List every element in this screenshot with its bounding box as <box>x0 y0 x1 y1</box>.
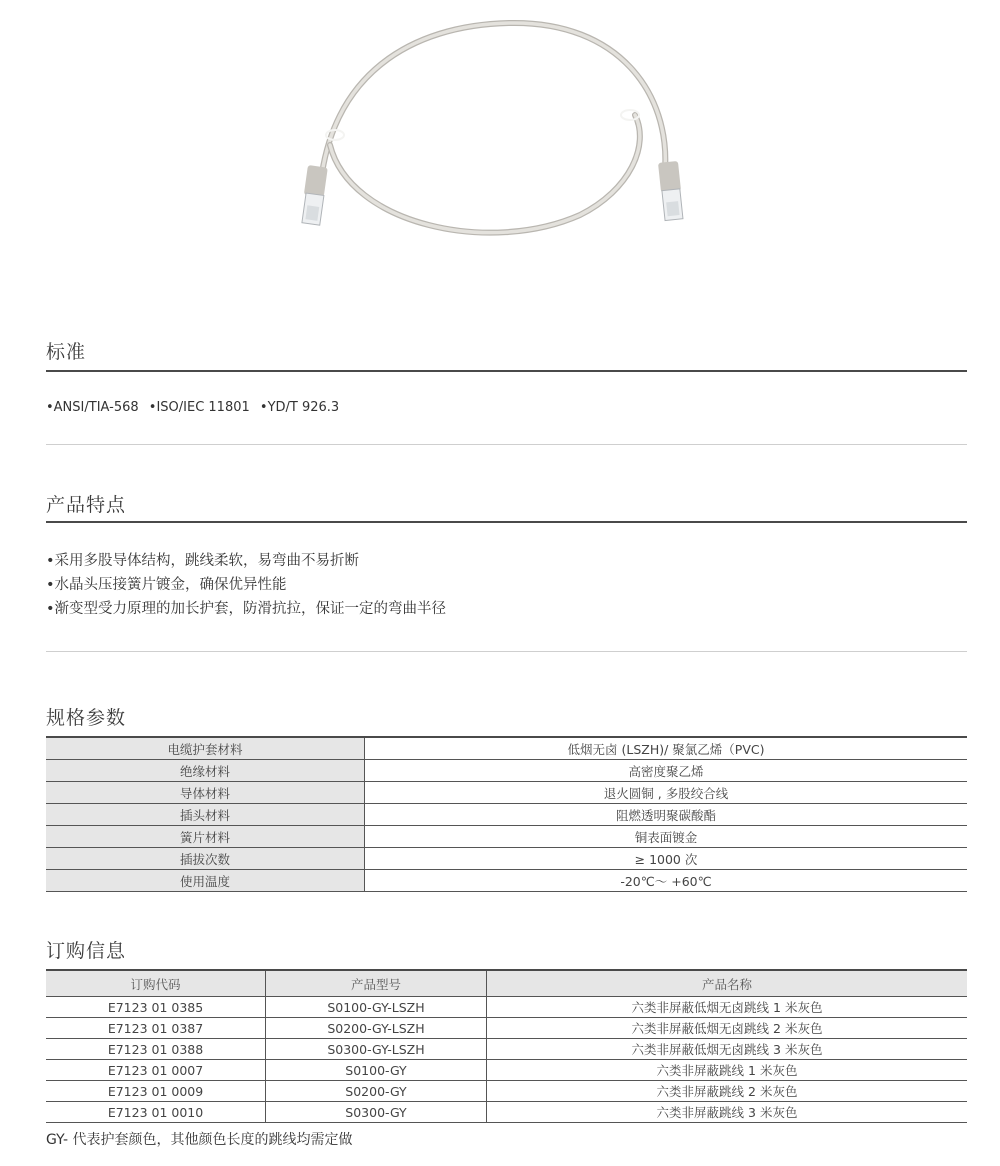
table-row <box>46 804 967 826</box>
order-code: E7123 01 0388 <box>46 1039 266 1060</box>
order-code: E7123 01 0387 <box>46 1018 266 1039</box>
features-divider <box>46 521 967 523</box>
column-header: 订购代码 <box>46 970 266 997</box>
table-header-row <box>46 970 967 997</box>
spec-key: 簧片材料 <box>46 826 365 848</box>
feature-item: •采用多股导体结构，跳线柔软，易弯曲不易折断 <box>46 553 360 569</box>
model-number: S0100-GY <box>266 1060 487 1081</box>
order-code: E7123 01 0385 <box>46 997 266 1018</box>
table-row <box>46 1102 967 1123</box>
table-row <box>46 1060 967 1081</box>
model-number: S0200-GY-LSZH <box>266 1018 487 1039</box>
spec-value: 高密度聚乙烯 <box>365 760 968 782</box>
spec-value: ≥ 1000 次 <box>365 848 968 870</box>
feature-item: •渐变型受力原理的加长护套，防滑抗拉，保证一定的弯曲半径 <box>46 601 447 617</box>
standard-item: •YD/T 926.3 <box>259 400 340 415</box>
order-code: E7123 01 0010 <box>46 1102 266 1123</box>
table-row <box>46 997 967 1018</box>
table-row <box>46 1018 967 1039</box>
spec-key: 电缆护套材料 <box>46 737 365 760</box>
column-header: 产品名称 <box>487 970 968 997</box>
order-code: E7123 01 0009 <box>46 1081 266 1102</box>
spec-key: 插拔次数 <box>46 848 365 870</box>
product-name: 六类非屏蔽低烟无卤跳线 1 米灰色 <box>487 997 968 1018</box>
spec-key: 导体材料 <box>46 782 365 804</box>
table-row <box>46 848 967 870</box>
specs-table <box>46 736 967 892</box>
specs-title: 规格参数 <box>46 707 127 729</box>
model-number: S0200-GY <box>266 1081 487 1102</box>
standards-title: 标准 <box>46 341 87 363</box>
spec-value: 阻燃透明聚碳酸酯 <box>365 804 968 826</box>
features-list <box>46 549 446 621</box>
model-number: S0100-GY-LSZH <box>266 997 487 1018</box>
standard-item: •ISO/IEC 11801 <box>148 400 250 415</box>
model-number: S0300-GY-LSZH <box>266 1039 487 1060</box>
order-code: E7123 01 0007 <box>46 1060 266 1081</box>
product-name: 六类非屏蔽低烟无卤跳线 2 米灰色 <box>487 1018 968 1039</box>
feature-item: •水晶头压接簧片镀金，确保优异性能 <box>46 577 287 593</box>
product-name: 六类非屏蔽跳线 1 米灰色 <box>487 1060 968 1081</box>
spec-key: 绝缘材料 <box>46 760 365 782</box>
column-header: 产品型号 <box>266 970 487 997</box>
patch-cable-image <box>290 15 710 255</box>
product-name: 六类非屏蔽跳线 2 米灰色 <box>487 1081 968 1102</box>
section-separator <box>46 651 967 652</box>
ordering-title: 订购信息 <box>46 940 127 962</box>
ordering-table <box>46 969 967 1123</box>
table-row <box>46 737 967 760</box>
spec-value: -20℃～ +60℃ <box>365 870 968 892</box>
table-row <box>46 826 967 848</box>
spec-key: 使用温度 <box>46 870 365 892</box>
product-name: 六类非屏蔽跳线 3 米灰色 <box>487 1102 968 1123</box>
table-row <box>46 1039 967 1060</box>
model-number: S0300-GY <box>266 1102 487 1123</box>
spec-value: 铜表面镀金 <box>365 826 968 848</box>
table-row <box>46 760 967 782</box>
features-title: 产品特点 <box>46 494 127 516</box>
table-row <box>46 782 967 804</box>
spec-key: 插头材料 <box>46 804 365 826</box>
product-name: 六类非屏蔽低烟无卤跳线 3 米灰色 <box>487 1039 968 1060</box>
spec-value: 退火圆铜 , 多股绞合线 <box>365 782 968 804</box>
standards-divider <box>46 370 967 372</box>
standard-item: •ANSI/TIA-568 <box>46 400 139 415</box>
table-row <box>46 1081 967 1102</box>
section-separator <box>46 444 967 445</box>
standards-list <box>46 400 345 415</box>
ordering-note: GY- 代表护套颜色，其他颜色长度的跳线均需定做 <box>46 1132 353 1148</box>
spec-value: 低烟无卤 (LSZH)/ 聚氯乙烯（PVC) <box>365 737 968 760</box>
table-row <box>46 870 967 892</box>
